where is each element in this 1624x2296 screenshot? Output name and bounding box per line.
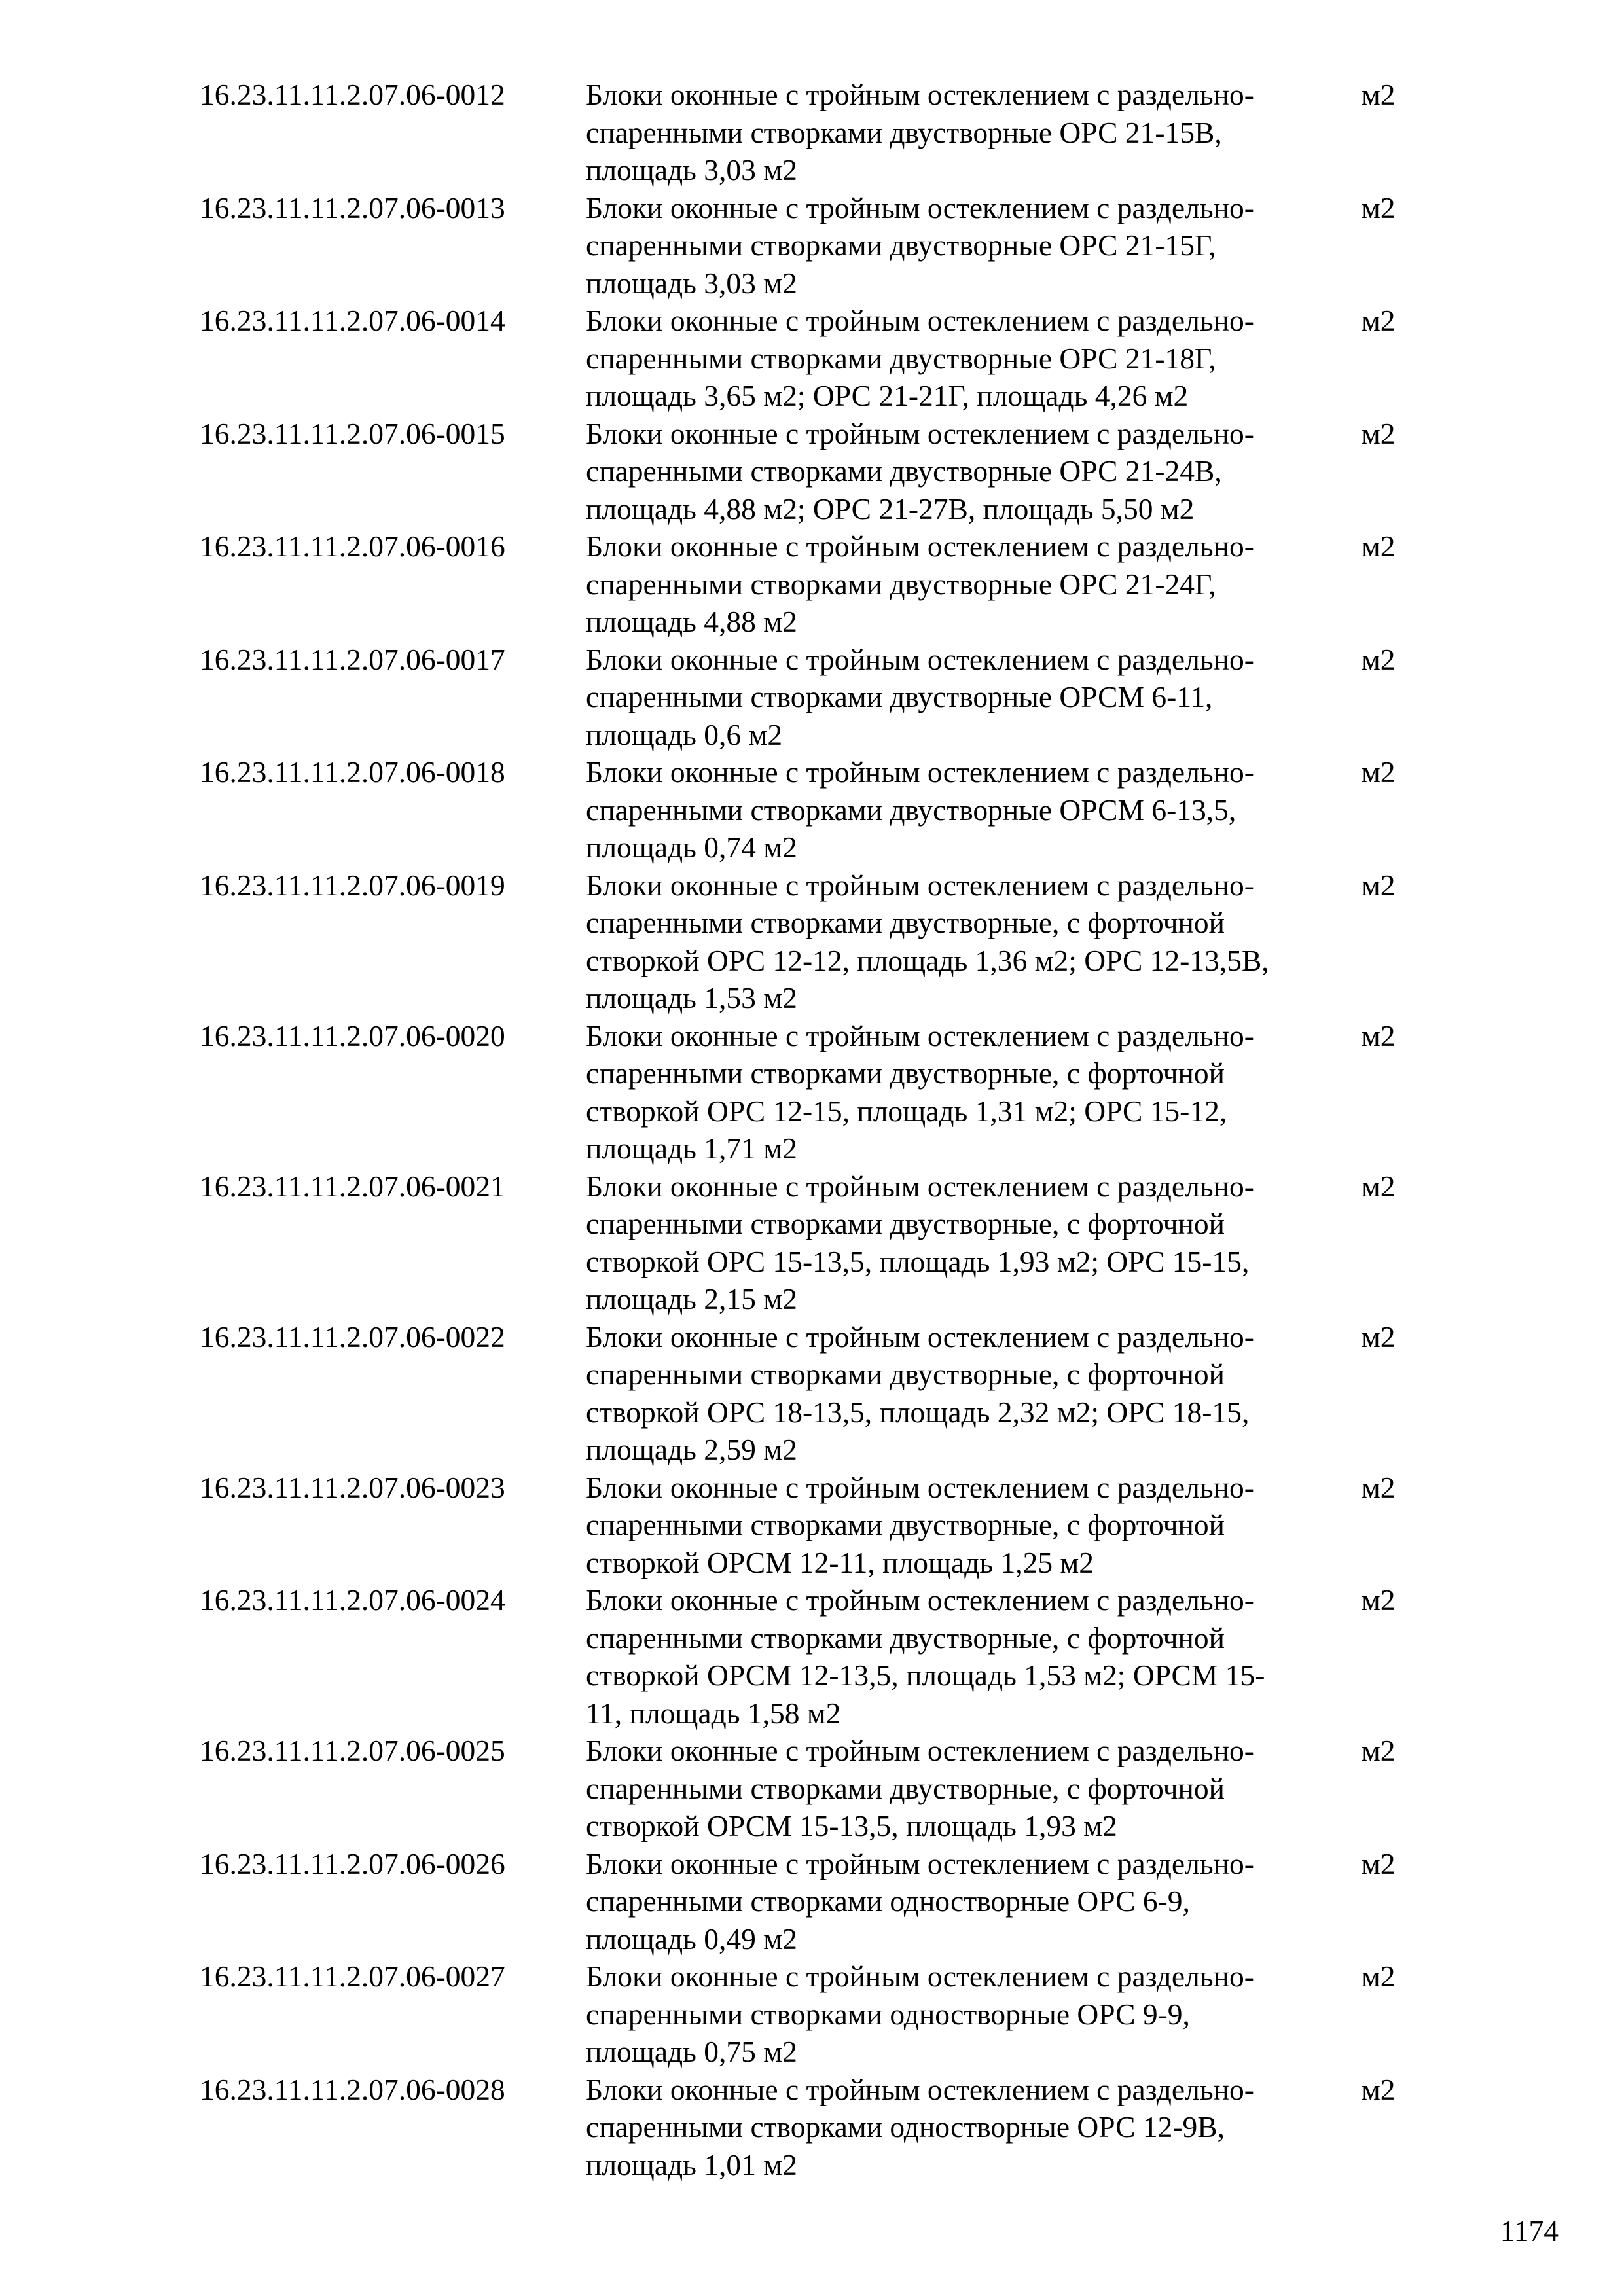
- row-description: [586, 867, 1362, 1017]
- row-unit: м2: [1362, 1734, 1396, 1767]
- row-description: [586, 1581, 1362, 1732]
- row-unit: м2: [1362, 1960, 1396, 1993]
- row-unit: м2: [1362, 190, 1396, 224]
- description-line: спаренными створками двустворные, с форточной: [586, 1508, 1225, 1541]
- table-row: [200, 1581, 1407, 1732]
- row-code: 16.23.11.11.2.07.06-0017: [200, 642, 505, 676]
- row-description: [586, 753, 1362, 867]
- description-line: площадь 0,75 м2: [586, 2035, 797, 2068]
- row-code: 16.23.11.11.2.07.06-0022: [200, 1319, 505, 1354]
- row-code: 16.23.11.11.2.07.06-0019: [200, 868, 505, 902]
- description-line: створкой ОРС 12-15, площадь 1,31 м2; ОРС 15-12,: [586, 1094, 1227, 1128]
- row-code: 16.23.11.11.2.07.06-0025: [200, 1734, 505, 1767]
- table-row: [200, 528, 1407, 641]
- description-line: Блоки оконные с тройным остеклением с раздельно-: [586, 755, 1254, 789]
- row-unit: м2: [1362, 529, 1396, 563]
- description-line: спаренными створками одностворные ОРС 12-9В,: [586, 2110, 1225, 2144]
- row-description: [586, 1017, 1362, 1168]
- table-row: [200, 189, 1407, 302]
- description-line: площадь 4,88 м2: [586, 605, 797, 638]
- description-line: Блоки оконные с тройным остеклением с раздельно-: [586, 304, 1254, 337]
- row-code: 16.23.11.11.2.07.06-0015: [200, 416, 505, 450]
- description-line: спаренными створками двустворные ОРС 21-18Г,: [586, 341, 1216, 375]
- row-description: [586, 189, 1362, 302]
- description-line: Блоки оконные с тройным остеклением с раздельно-: [586, 1319, 1254, 1354]
- description-line: Блоки оконные с тройным остеклением с раздельно-: [586, 1169, 1254, 1203]
- row-unit: м2: [1362, 642, 1396, 676]
- table-row: [200, 1469, 1407, 1582]
- row-description: [586, 1845, 1362, 1958]
- row-unit: м2: [1362, 755, 1396, 789]
- row-unit: м2: [1362, 1018, 1396, 1052]
- description-line: площадь 1,71 м2: [586, 1132, 797, 1165]
- description-line: Блоки оконные с тройным остеклением с раздельно-: [586, 1470, 1254, 1504]
- table-row: [200, 1845, 1407, 1958]
- row-unit: м2: [1362, 304, 1396, 337]
- table-row: [200, 1732, 1407, 1845]
- description-line: спаренными створками двустворные ОРСМ 6-11,: [586, 680, 1213, 713]
- table-row: [200, 867, 1407, 1017]
- description-line: площадь 4,88 м2; ОРС 21-27В, площадь 5,50 м2: [586, 492, 1195, 526]
- row-unit: м2: [1362, 416, 1396, 450]
- description-line: площадь 2,59 м2: [586, 1433, 797, 1466]
- row-unit: м2: [1362, 1470, 1396, 1504]
- row-description: [586, 302, 1362, 415]
- description-line: спаренными створками двустворные ОРС 21-24Г,: [586, 567, 1216, 601]
- table-row: [200, 641, 1407, 754]
- row-code: 16.23.11.11.2.07.06-0021: [200, 1169, 505, 1203]
- row-description: [586, 1318, 1362, 1469]
- row-unit: м2: [1362, 78, 1396, 111]
- description-line: площадь 3,03 м2: [586, 266, 797, 300]
- description-line: спаренными створками двустворные ОРС 21-24В,: [586, 454, 1222, 488]
- description-line: Блоки оконные с тройным остеклением с раздельно-: [586, 1583, 1254, 1617]
- table-row: [200, 753, 1407, 867]
- table-row: [200, 302, 1407, 415]
- description-line: Блоки оконные с тройным остеклением с раздельно-: [586, 190, 1254, 224]
- description-line: спаренными створками одностворные ОРС 9-9,: [586, 1997, 1190, 2031]
- description-line: створкой ОРСМ 12-11, площадь 1,25 м2: [586, 1545, 1094, 1579]
- description-line: 11, площадь 1,58 м2: [586, 1696, 841, 1730]
- price-table: [200, 76, 1407, 2183]
- description-line: створкой ОРС 15-13,5, площадь 1,93 м2; ОРС 15-15,: [586, 1244, 1250, 1278]
- description-line: спаренными створками двустворные, с форточной: [586, 906, 1225, 939]
- row-description: [586, 1958, 1362, 2071]
- description-line: спаренными створками двустворные, с форточной: [586, 1207, 1225, 1240]
- description-line: площадь 2,15 м2: [586, 1282, 797, 1316]
- description-line: Блоки оконные с тройным остеклением с раздельно-: [586, 1018, 1254, 1052]
- description-line: площадь 1,53 м2: [586, 981, 797, 1014]
- row-description: [586, 641, 1362, 754]
- row-code: 16.23.11.11.2.07.06-0018: [200, 755, 505, 789]
- table-row: [200, 1958, 1407, 2071]
- description-line: Блоки оконные с тройным остеклением с раздельно-: [586, 78, 1254, 111]
- description-line: площадь 0,74 м2: [586, 831, 797, 864]
- row-description: [586, 1469, 1362, 1582]
- row-unit: м2: [1362, 1169, 1396, 1203]
- row-description: [586, 415, 1362, 528]
- description-line: Блоки оконные с тройным остеклением с раздельно-: [586, 642, 1254, 676]
- row-code: 16.23.11.11.2.07.06-0024: [200, 1583, 505, 1617]
- table-row: [200, 76, 1407, 189]
- row-unit: м2: [1362, 2072, 1396, 2106]
- description-line: спаренными створками двустворные ОРС 21-15В,: [586, 115, 1222, 149]
- row-description: [586, 2071, 1362, 2184]
- row-code: 16.23.11.11.2.07.06-0023: [200, 1470, 505, 1504]
- row-code: 16.23.11.11.2.07.06-0020: [200, 1018, 505, 1052]
- price-table-body: [200, 76, 1407, 2183]
- description-line: Блоки оконные с тройным остеклением с раздельно-: [586, 1846, 1254, 1880]
- row-code: 16.23.11.11.2.07.06-0014: [200, 304, 505, 337]
- description-line: Блоки оконные с тройным остеклением с раздельно-: [586, 416, 1254, 450]
- row-code: 16.23.11.11.2.07.06-0028: [200, 2072, 505, 2106]
- description-line: площадь 3,03 м2: [586, 153, 797, 187]
- row-code: 16.23.11.11.2.07.06-0012: [200, 78, 505, 111]
- page-number: 1174: [1500, 2214, 1559, 2248]
- description-line: площадь 0,6 м2: [586, 717, 783, 751]
- description-line: Блоки оконные с тройным остеклением с раздельно-: [586, 529, 1254, 563]
- description-line: спаренными створками двустворные, с форточной: [586, 1621, 1225, 1655]
- description-line: спаренными створками одностворные ОРС 6-9,: [586, 1884, 1190, 1918]
- row-code: 16.23.11.11.2.07.06-0026: [200, 1846, 505, 1880]
- row-unit: м2: [1362, 1319, 1396, 1354]
- row-description: [586, 76, 1362, 189]
- row-unit: м2: [1362, 868, 1396, 902]
- description-line: спаренными створками двустворные ОРСМ 6-13,5,: [586, 793, 1236, 827]
- description-line: площадь 0,49 м2: [586, 1922, 797, 1956]
- description-line: Блоки оконные с тройным остеклением с раздельно-: [586, 1734, 1254, 1767]
- row-description: [586, 1732, 1362, 1845]
- table-row: [200, 415, 1407, 528]
- description-line: Блоки оконные с тройным остеклением с раздельно-: [586, 1960, 1254, 1993]
- description-line: спаренными створками двустворные, с форточной: [586, 1357, 1225, 1391]
- description-line: спаренными створками двустворные, с форточной: [586, 1771, 1225, 1805]
- table-row: [200, 1318, 1407, 1469]
- description-line: площадь 3,65 м2; ОРС 21-21Г, площадь 4,26 м2: [586, 379, 1189, 412]
- table-row: [200, 1168, 1407, 1318]
- row-code: 16.23.11.11.2.07.06-0027: [200, 1960, 505, 1993]
- row-description: [586, 528, 1362, 641]
- row-code: 16.23.11.11.2.07.06-0013: [200, 190, 505, 224]
- description-line: Блоки оконные с тройным остеклением с раздельно-: [586, 2072, 1254, 2106]
- description-line: площадь 1,01 м2: [586, 2147, 797, 2181]
- description-line: створкой ОРС 18-13,5, площадь 2,32 м2; ОРС 18-15,: [586, 1395, 1250, 1429]
- description-line: спаренными створками двустворные ОРС 21-15Г,: [586, 228, 1216, 262]
- row-description: [586, 1168, 1362, 1318]
- description-line: створкой ОРС 12-12, площадь 1,36 м2; ОРС 12-13,5В,: [586, 943, 1269, 977]
- row-unit: м2: [1362, 1846, 1396, 1880]
- row-code: 16.23.11.11.2.07.06-0016: [200, 529, 505, 563]
- description-line: створкой ОРСМ 15-13,5, площадь 1,93 м2: [586, 1809, 1117, 1842]
- table-row: [200, 2071, 1407, 2184]
- description-line: спаренными створками двустворные, с форточной: [586, 1056, 1225, 1090]
- description-line: Блоки оконные с тройным остеклением с раздельно-: [586, 868, 1254, 902]
- description-line: створкой ОРСМ 12-13,5, площадь 1,53 м2; ОРСМ 15-: [586, 1659, 1265, 1692]
- row-unit: м2: [1362, 1583, 1396, 1617]
- table-row: [200, 1017, 1407, 1168]
